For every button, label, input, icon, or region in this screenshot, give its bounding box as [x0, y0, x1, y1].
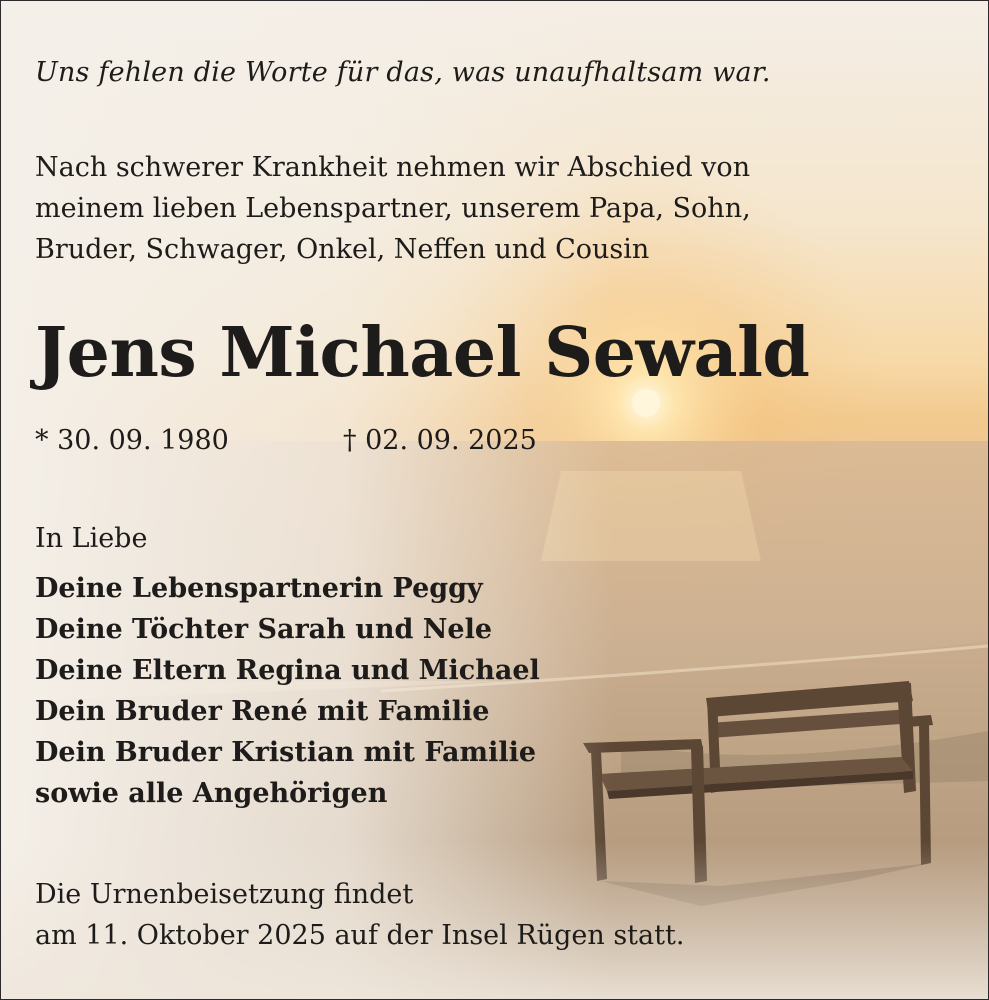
mourner-line: Deine Eltern Regina und Michael [35, 655, 540, 686]
funeral-info [35, 874, 684, 956]
mourner-line: Deine Lebenspartnerin Peggy [35, 573, 483, 604]
mourners-list [35, 568, 540, 814]
funeral-line: Die Urnenbeisetzung findet [35, 879, 414, 910]
birth-date: * 30. 09. 1980 [35, 425, 229, 456]
in-love-label: In Liebe [35, 523, 148, 554]
mourner-line: Dein Bruder Kristian mit Familie [35, 737, 537, 768]
intro-line: Bruder, Schwager, Onkel, Neffen und Cousin [35, 234, 650, 265]
mourner-line: Dein Bruder René mit Familie [35, 696, 490, 727]
deceased-name: Jens Michael Sewald [35, 313, 810, 393]
mourner-line: Deine Töchter Sarah und Nele [35, 614, 493, 645]
death-date: † 02. 09. 2025 [343, 425, 537, 456]
life-dates [35, 425, 537, 456]
intro-line: meinem lieben Lebenspartner, unserem Papa, Sohn, [35, 193, 751, 224]
quote-line: Uns fehlen die Worte für das, was unaufhaltsam war. [35, 57, 771, 88]
intro-line: Nach schwerer Krankheit nehmen wir Abschied von [35, 152, 751, 183]
mourner-line: sowie alle Angehörigen [35, 778, 388, 809]
intro-paragraph [35, 147, 751, 270]
funeral-line: am 11. Oktober 2025 auf der Insel Rügen statt. [35, 920, 685, 951]
